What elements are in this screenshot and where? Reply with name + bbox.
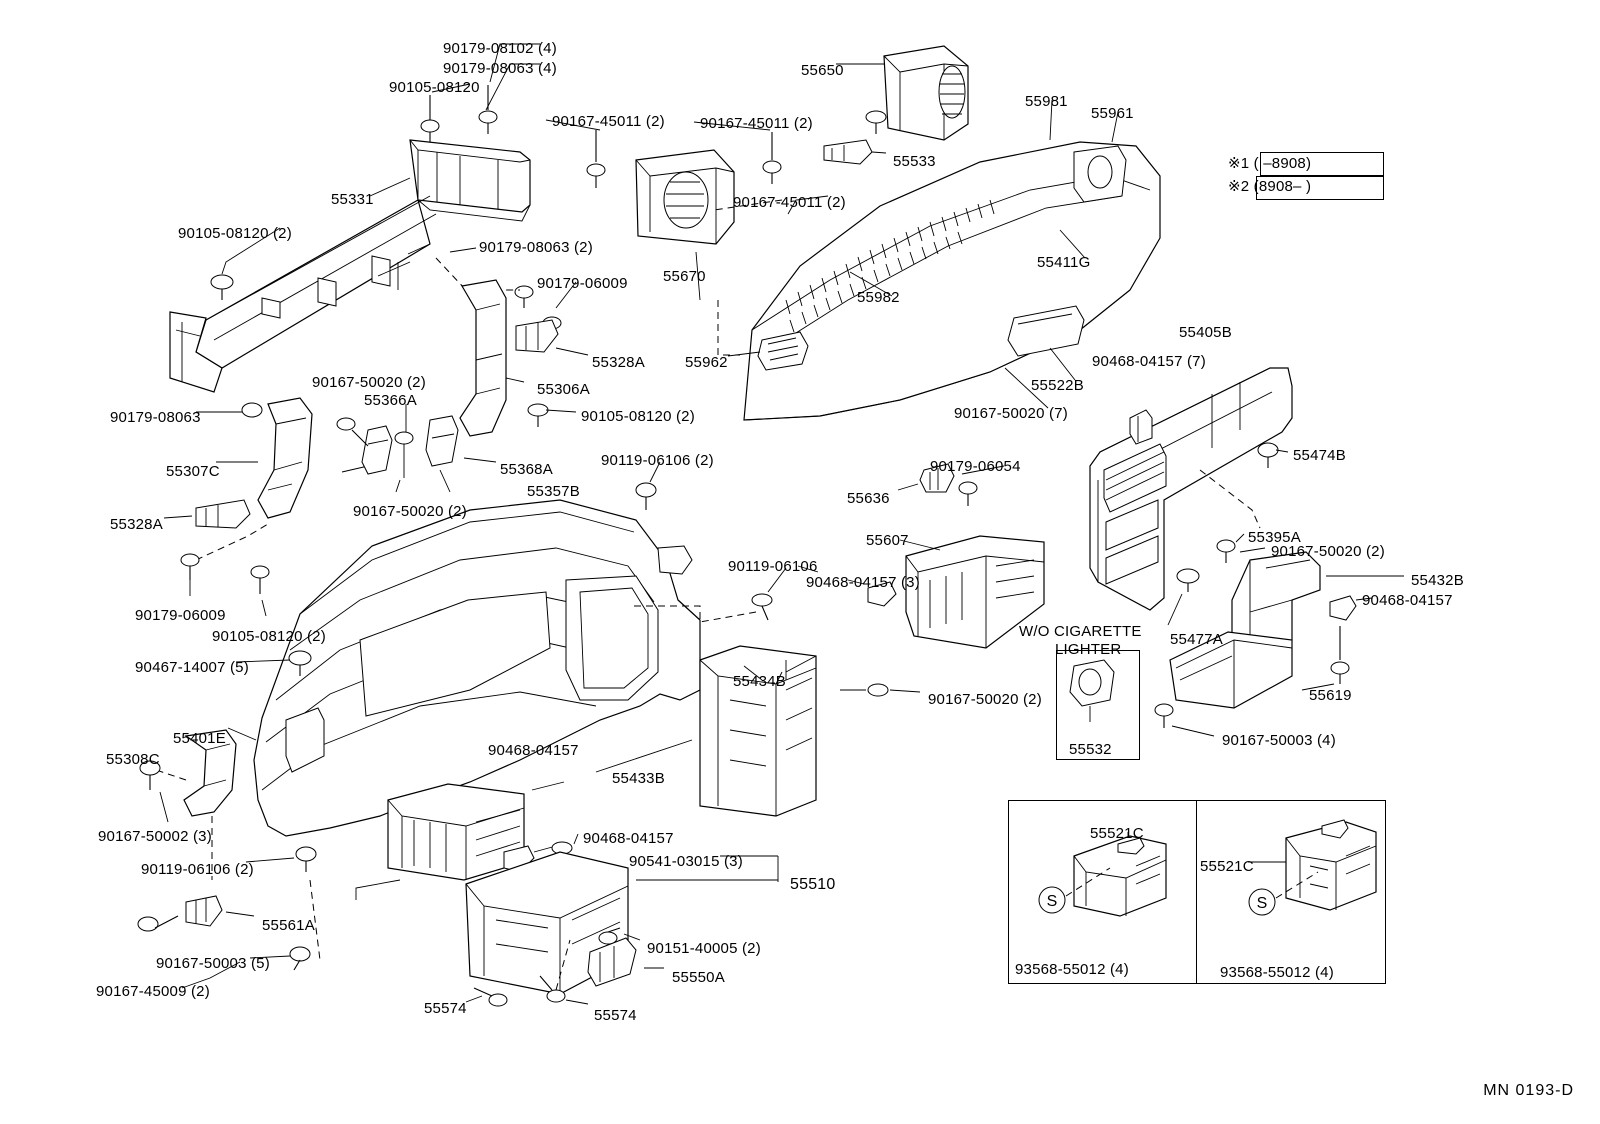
part-55607-duct (798, 536, 1044, 648)
part-label-55307C: 55307C (166, 463, 220, 480)
part-label-55510: 55510 (790, 876, 836, 893)
wo-lighter-inset-box (1056, 650, 1140, 760)
part-label-90167-50003-4: 90167-50003 (4) (1222, 732, 1336, 749)
part-label-90167-50020-2b: 90167-50020 (2) (353, 503, 467, 520)
part-label-90167-45011-a: 90167-45011 (2) (552, 113, 665, 130)
part-55533-clip (824, 140, 886, 164)
part-label-55574-a: 55574 (424, 1000, 467, 1017)
sheet-code: MN 0193-D (1483, 1082, 1574, 1099)
part-label-90179-08063-2: 90179-08063 (2) (479, 239, 593, 256)
part-label-90167-50020-2d: 90167-50020 (2) (928, 691, 1042, 708)
part-label-55981: 55981 (1025, 93, 1068, 110)
note-wo-lighter-line2: LIGHTER (1055, 641, 1122, 658)
part-label-55650: 55650 (801, 62, 844, 79)
part-label-55395A: 55395A (1248, 529, 1301, 546)
part-label-90167-45009-2: 90167-45009 (2) (96, 983, 210, 1000)
inset-frame-divider (1196, 800, 1197, 984)
leaders-upper-left (222, 44, 828, 412)
part-label-93568-55012-b: 93568-55012 (4) (1220, 964, 1334, 981)
part-label-90167-50020-2a: 90167-50020 (2) (312, 374, 426, 391)
part-label-55961: 55961 (1091, 105, 1134, 122)
part-label-55477A: 55477A (1170, 631, 1223, 648)
legend-frame-2 (1256, 176, 1384, 200)
legend-frame-1 (1260, 152, 1384, 176)
part-label-55474B: 55474B (1293, 447, 1346, 464)
part-label-55432B: 55432B (1411, 572, 1464, 589)
part-label-55328A-a: 55328A (592, 354, 645, 371)
part-label-90179-08102: 90179-08102 (4) (443, 40, 557, 57)
part-label-55331: 55331 (331, 191, 374, 208)
part-label-90105-08120-2a: 90105-08120 (2) (178, 225, 292, 242)
part-label-55521C-b: 55521C (1200, 858, 1254, 875)
part-label-90167-50020-2c: 90167-50020 (2) (1271, 543, 1385, 560)
part-label-90167-50020-7: 90167-50020 (7) (954, 405, 1068, 422)
part-label-90167-50002-3: 90167-50002 (3) (98, 828, 212, 845)
part-55650-side-vent (836, 46, 968, 140)
part-label-90179-08063: 90179-08063 (110, 409, 201, 426)
part-label-55368A: 55368A (500, 461, 553, 478)
part-label-90467-14007-5: 90467-14007 (5) (135, 659, 249, 676)
part-label-90105-08120-2b: 90105-08120 (2) (581, 408, 695, 425)
part-label-55366A: 55366A (364, 392, 417, 409)
inset-frame-outer (1008, 800, 1386, 984)
part-label-90105-08120: 90105-08120 (389, 79, 480, 96)
part-label-90119-06106-2a: 90119-06106 (2) (601, 452, 714, 469)
part-label-55550A: 55550A (672, 969, 725, 986)
part-label-90541-03015-3: 90541-03015 (3) (629, 853, 743, 870)
part-label-90179-06009-b: 90179-06009 (135, 607, 226, 624)
part-label-90468-04157-d: 90468-04157 (583, 830, 674, 847)
part-label-55306A: 55306A (537, 381, 590, 398)
part-label-55574-b: 55574 (594, 1007, 637, 1024)
part-label-55533: 55533 (893, 153, 936, 170)
part-label-55328A-b: 55328A (110, 516, 163, 533)
part-label-90151-40005-2: 90151-40005 (2) (647, 940, 761, 957)
part-label-90105-08120-2c: 90105-08120 (2) (212, 628, 326, 645)
svg-text:S: S (1256, 895, 1268, 912)
part-label-55434B: 55434B (733, 673, 786, 690)
part-label-90167-45011-c: 90167-45011 (2) (733, 194, 846, 211)
part-label-90167-50003-5: 90167-50003 (5) (156, 955, 270, 972)
part-label-90179-08063-4: 90179-08063 (4) (443, 60, 557, 77)
part-label-55401E: 55401E (173, 730, 226, 747)
part-label-90179-06009-a: 90179-06009 (537, 275, 628, 292)
part-label-55433B: 55433B (612, 770, 665, 787)
part-label-90119-06106: 90119-06106 (728, 558, 818, 575)
part-label-55308C: 55308C (106, 751, 160, 768)
part-label-55521C-a: 55521C (1090, 825, 1144, 842)
part-55411G-panel-pad (744, 142, 1160, 420)
part-label-90119-06106-2b: 90119-06106 (2) (141, 861, 254, 878)
part-label-55357B: 55357B (527, 483, 580, 500)
legend-line-1: ※1 ( –8908) (1228, 155, 1312, 172)
part-label-55636: 55636 (847, 490, 890, 507)
part-label-55982: 55982 (857, 289, 900, 306)
part-label-90179-06054: 90179-06054 (930, 458, 1021, 475)
part-label-55670: 55670 (663, 268, 706, 285)
part-label-55522B: 55522B (1031, 377, 1084, 394)
part-label-93568-55012-a: 93568-55012 (4) (1015, 961, 1129, 978)
part-label-55962: 55962 (685, 354, 728, 371)
part-label-90468-04157-c: 90468-04157 (488, 742, 579, 759)
part-label-55532: 55532 (1069, 741, 1112, 758)
part-label-55561A: 55561A (262, 917, 315, 934)
part-label-90468-04157-7: 90468-04157 (7) (1092, 353, 1206, 370)
part-label-55607: 55607 (866, 532, 909, 549)
part-label-90468-04157-3: 90468-04157 (3) (806, 574, 920, 591)
note-wo-lighter-line1: W/O CIGARETTE (1019, 623, 1142, 640)
part-label-55619: 55619 (1309, 687, 1352, 704)
part-label-90468-04157-b: 90468-04157 (1362, 592, 1453, 609)
part-label-55411G: 55411G (1037, 254, 1091, 271)
svg-text:S: S (1046, 893, 1058, 910)
part-label-55405B: 55405B (1179, 324, 1232, 341)
legend-line-2: ※2 (8908– ) (1228, 178, 1312, 195)
part-label-90167-45011-b: 90167-45011 (2) (700, 115, 813, 132)
part-55550A-glovebox-door (466, 852, 778, 1006)
